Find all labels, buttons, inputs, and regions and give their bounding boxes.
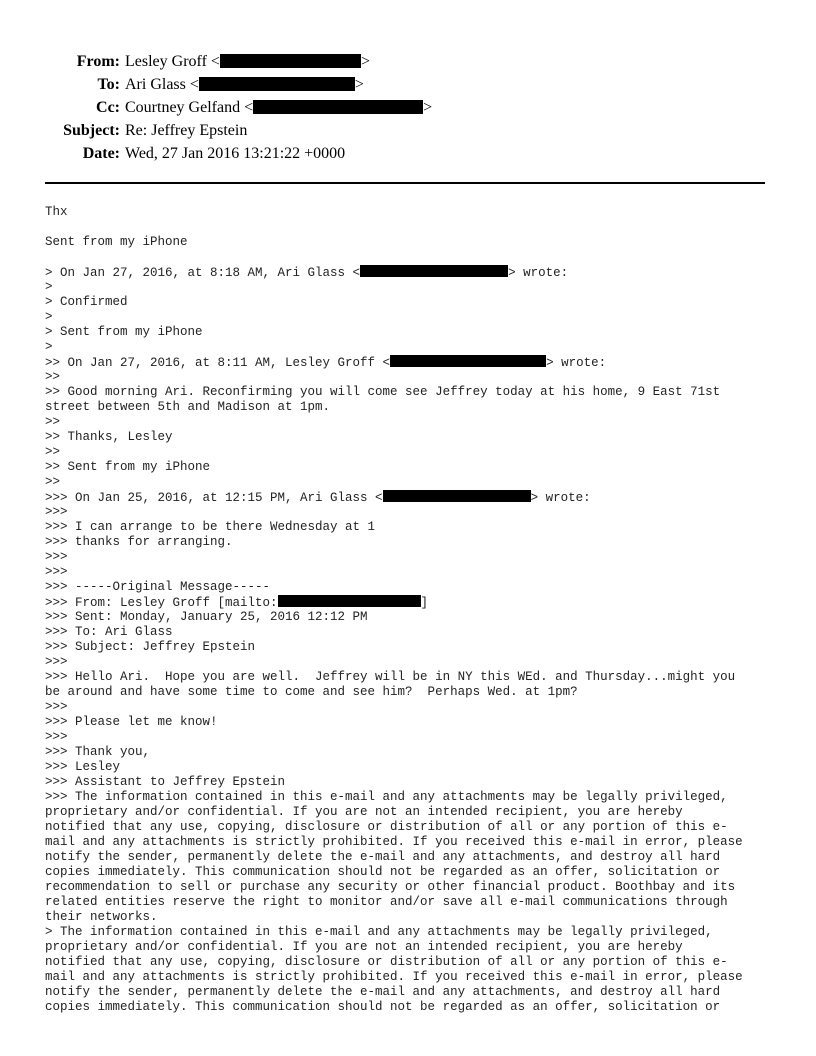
body-line-text: >>> The information contained in this e-mail and any attachments may be legally privileged, — [45, 790, 728, 804]
body-line — [45, 250, 780, 265]
line-suffix: ] — [420, 596, 429, 610]
body-line — [45, 835, 780, 850]
body-line-text: notified that any use, copying, disclosure or distribution of all or any portion of this e- — [45, 955, 728, 969]
body-line-text: >> — [45, 475, 61, 489]
body-line-text: related entities reserve the right to monitor and/or save all e-mail communications through — [45, 895, 728, 909]
body-line-text: >>> Thank you, — [45, 745, 151, 759]
body-line-text: their networks. — [45, 910, 158, 924]
cc-email-redaction — [253, 100, 423, 114]
cc-label: Cc: — [96, 99, 120, 116]
body-line — [45, 265, 780, 280]
email-redaction — [278, 595, 421, 607]
email-redaction — [383, 490, 531, 502]
to-name: Ari Glass — [125, 76, 186, 93]
body-line — [45, 235, 780, 250]
body-line-text: notify the sender, permanently delete the e-mail and any attachments, and destroy all hard — [45, 985, 721, 999]
to-label: To: — [97, 76, 120, 93]
subject-value: Re: Jeffrey Epstein — [125, 122, 248, 139]
email-redaction — [360, 265, 508, 277]
body-line — [45, 280, 780, 295]
body-line — [45, 880, 780, 895]
body-line — [45, 595, 780, 610]
body-line-text: >>> — [45, 565, 68, 579]
body-line-text: Thx — [45, 205, 68, 219]
body-line — [45, 955, 780, 970]
body-line — [45, 730, 780, 745]
body-line-text: > — [45, 310, 53, 324]
body-line-text: >>> Subject: Jeffrey Epstein — [45, 640, 256, 654]
body-line-text: > On Jan 27, 2016, at 8:18 AM, Ari Glass < — [45, 266, 361, 280]
body-line — [45, 625, 780, 640]
body-line-text: >>> Lesley — [45, 760, 121, 774]
body-line — [45, 685, 780, 700]
from-row: From: Lesley Groff < > — [0, 50, 816, 73]
body-line — [45, 445, 780, 460]
from-name: Lesley Groff — [125, 53, 207, 70]
date-row — [0, 142, 816, 165]
body-line-text: >> — [45, 370, 61, 384]
line-suffix: > wrote: — [546, 356, 607, 370]
body-line-text: notify the sender, permanently delete the e-mail and any attachments, and destroy all hard — [45, 850, 721, 864]
body-line-text: >> — [45, 415, 61, 429]
body-line-text: >>> Assistant to Jeffrey Epstein — [45, 775, 286, 789]
body-line-text: > Sent from my iPhone — [45, 325, 203, 339]
body-line — [45, 385, 780, 400]
body-line — [45, 310, 780, 325]
body-line — [45, 370, 780, 385]
body-line — [45, 790, 780, 805]
body-line — [45, 985, 780, 1000]
body-line-text: >> Good morning Ari. Reconfirming you will come see Jeffrey today at his home, 9 East 71st — [45, 385, 721, 399]
body-line — [45, 775, 780, 790]
header-divider — [45, 182, 765, 184]
cc-row: Cc: Courtney Gelfand < > — [0, 96, 816, 119]
subject-label: Subject: — [63, 122, 120, 139]
body-line — [45, 610, 780, 625]
body-line — [45, 580, 780, 595]
body-line — [45, 850, 780, 865]
body-line-text: >> Sent from my iPhone — [45, 460, 211, 474]
date-label: Date: — [82, 145, 120, 162]
body-line — [45, 925, 780, 940]
body-line-text: be around and have some time to come and see him? Perhaps Wed. at 1pm? — [45, 685, 578, 699]
cc-name: Courtney Gelfand — [125, 99, 241, 116]
body-line — [45, 715, 780, 730]
body-line — [45, 220, 780, 235]
line-suffix: > wrote: — [508, 266, 569, 280]
body-line — [45, 895, 780, 910]
body-line-text: >>> — [45, 730, 68, 744]
body-line — [45, 1000, 780, 1015]
to-row: To: Ari Glass < > — [0, 73, 816, 96]
body-line-text: >>> thanks for arranging. — [45, 535, 233, 549]
body-line-text: mail and any attachments is strictly prohibited. If you received this e-mail in error, please — [45, 970, 743, 984]
body-line — [45, 295, 780, 310]
body-line — [45, 865, 780, 880]
body-line-text: > Confirmed — [45, 295, 128, 309]
body-line-text: >>> Please let me know! — [45, 715, 218, 729]
body-line-text: >>> On Jan 25, 2016, at 12:15 PM, Ari Glass < — [45, 491, 383, 505]
body-line-text: >>> To: Ari Glass — [45, 625, 173, 639]
body-line-text: proprietary and/or confidential. If you are not an intended recipient, you are hereby — [45, 940, 683, 954]
body-line-text: street between 5th and Madison at 1pm. — [45, 400, 331, 414]
body-line — [45, 460, 780, 475]
date-value: Wed, 27 Jan 2016 13:21:22 +0000 — [125, 145, 346, 162]
body-line — [45, 745, 780, 760]
body-line-text: >>> -----Original Message----- — [45, 580, 271, 594]
body-line — [45, 565, 780, 580]
body-line — [45, 820, 780, 835]
body-line-text: >>> — [45, 505, 68, 519]
email-header — [0, 50, 816, 165]
body-line-text: proprietary and/or confidential. If you are not an intended recipient, you are hereby — [45, 805, 683, 819]
body-line-text: >>> — [45, 550, 68, 564]
body-line — [45, 325, 780, 340]
body-line — [45, 970, 780, 985]
body-line-text: copies immediately. This communication should not be regarded as an offer, solicitation or — [45, 865, 721, 879]
body-line — [45, 475, 780, 490]
body-line — [45, 700, 780, 715]
email-redaction — [390, 355, 546, 367]
body-line — [45, 520, 780, 535]
to-email-redaction — [199, 77, 355, 91]
subject-row — [0, 119, 816, 142]
body-line — [45, 670, 780, 685]
body-line-text: > — [45, 340, 53, 354]
email-body — [45, 205, 780, 1015]
body-line — [45, 490, 780, 505]
body-line — [45, 430, 780, 445]
body-line-text: copies immediately. This communication should not be regarded as an offer, solicitation or — [45, 1000, 721, 1014]
body-line — [45, 910, 780, 925]
from-email-redaction — [220, 54, 361, 68]
body-line-text: >>> From: Lesley Groff [mailto: — [45, 596, 278, 610]
from-label: From: — [76, 53, 120, 70]
body-line-text: recommendation to sell or purchase any security or other financial product. Boothbay and its — [45, 880, 736, 894]
body-line — [45, 760, 780, 775]
body-line-text: >>> — [45, 655, 68, 669]
body-line-text: >>> — [45, 700, 68, 714]
body-line — [45, 640, 780, 655]
body-line — [45, 400, 780, 415]
body-line — [45, 505, 780, 520]
body-line-text: >>> Sent: Monday, January 25, 2016 12:12 PM — [45, 610, 368, 624]
body-line — [45, 655, 780, 670]
body-line-text: > — [45, 280, 53, 294]
body-line — [45, 340, 780, 355]
body-line-text: >>> I can arrange to be there Wednesday at 1 — [45, 520, 376, 534]
body-line-text: Sent from my iPhone — [45, 235, 188, 249]
body-line-text: notified that any use, copying, disclosure or distribution of all or any portion of this e- — [45, 820, 728, 834]
body-line — [45, 205, 780, 220]
body-line-text: >> On Jan 27, 2016, at 8:11 AM, Lesley Groff < — [45, 356, 391, 370]
body-line-text: > The information contained in this e-mail and any attachments may be legally privileged, — [45, 925, 713, 939]
body-line — [45, 940, 780, 955]
body-line-text: >>> Hello Ari. Hope you are well. Jeffrey will be in NY this WEd. and Thursday...might you — [45, 670, 736, 684]
body-line-text: >> Thanks, Lesley — [45, 430, 173, 444]
body-line — [45, 535, 780, 550]
body-line — [45, 355, 780, 370]
body-line — [45, 550, 780, 565]
line-suffix: > wrote: — [530, 491, 591, 505]
body-line — [45, 805, 780, 820]
body-line-text: mail and any attachments is strictly prohibited. If you received this e-mail in error, please — [45, 835, 743, 849]
body-line-text: >> — [45, 445, 61, 459]
body-line — [45, 415, 780, 430]
